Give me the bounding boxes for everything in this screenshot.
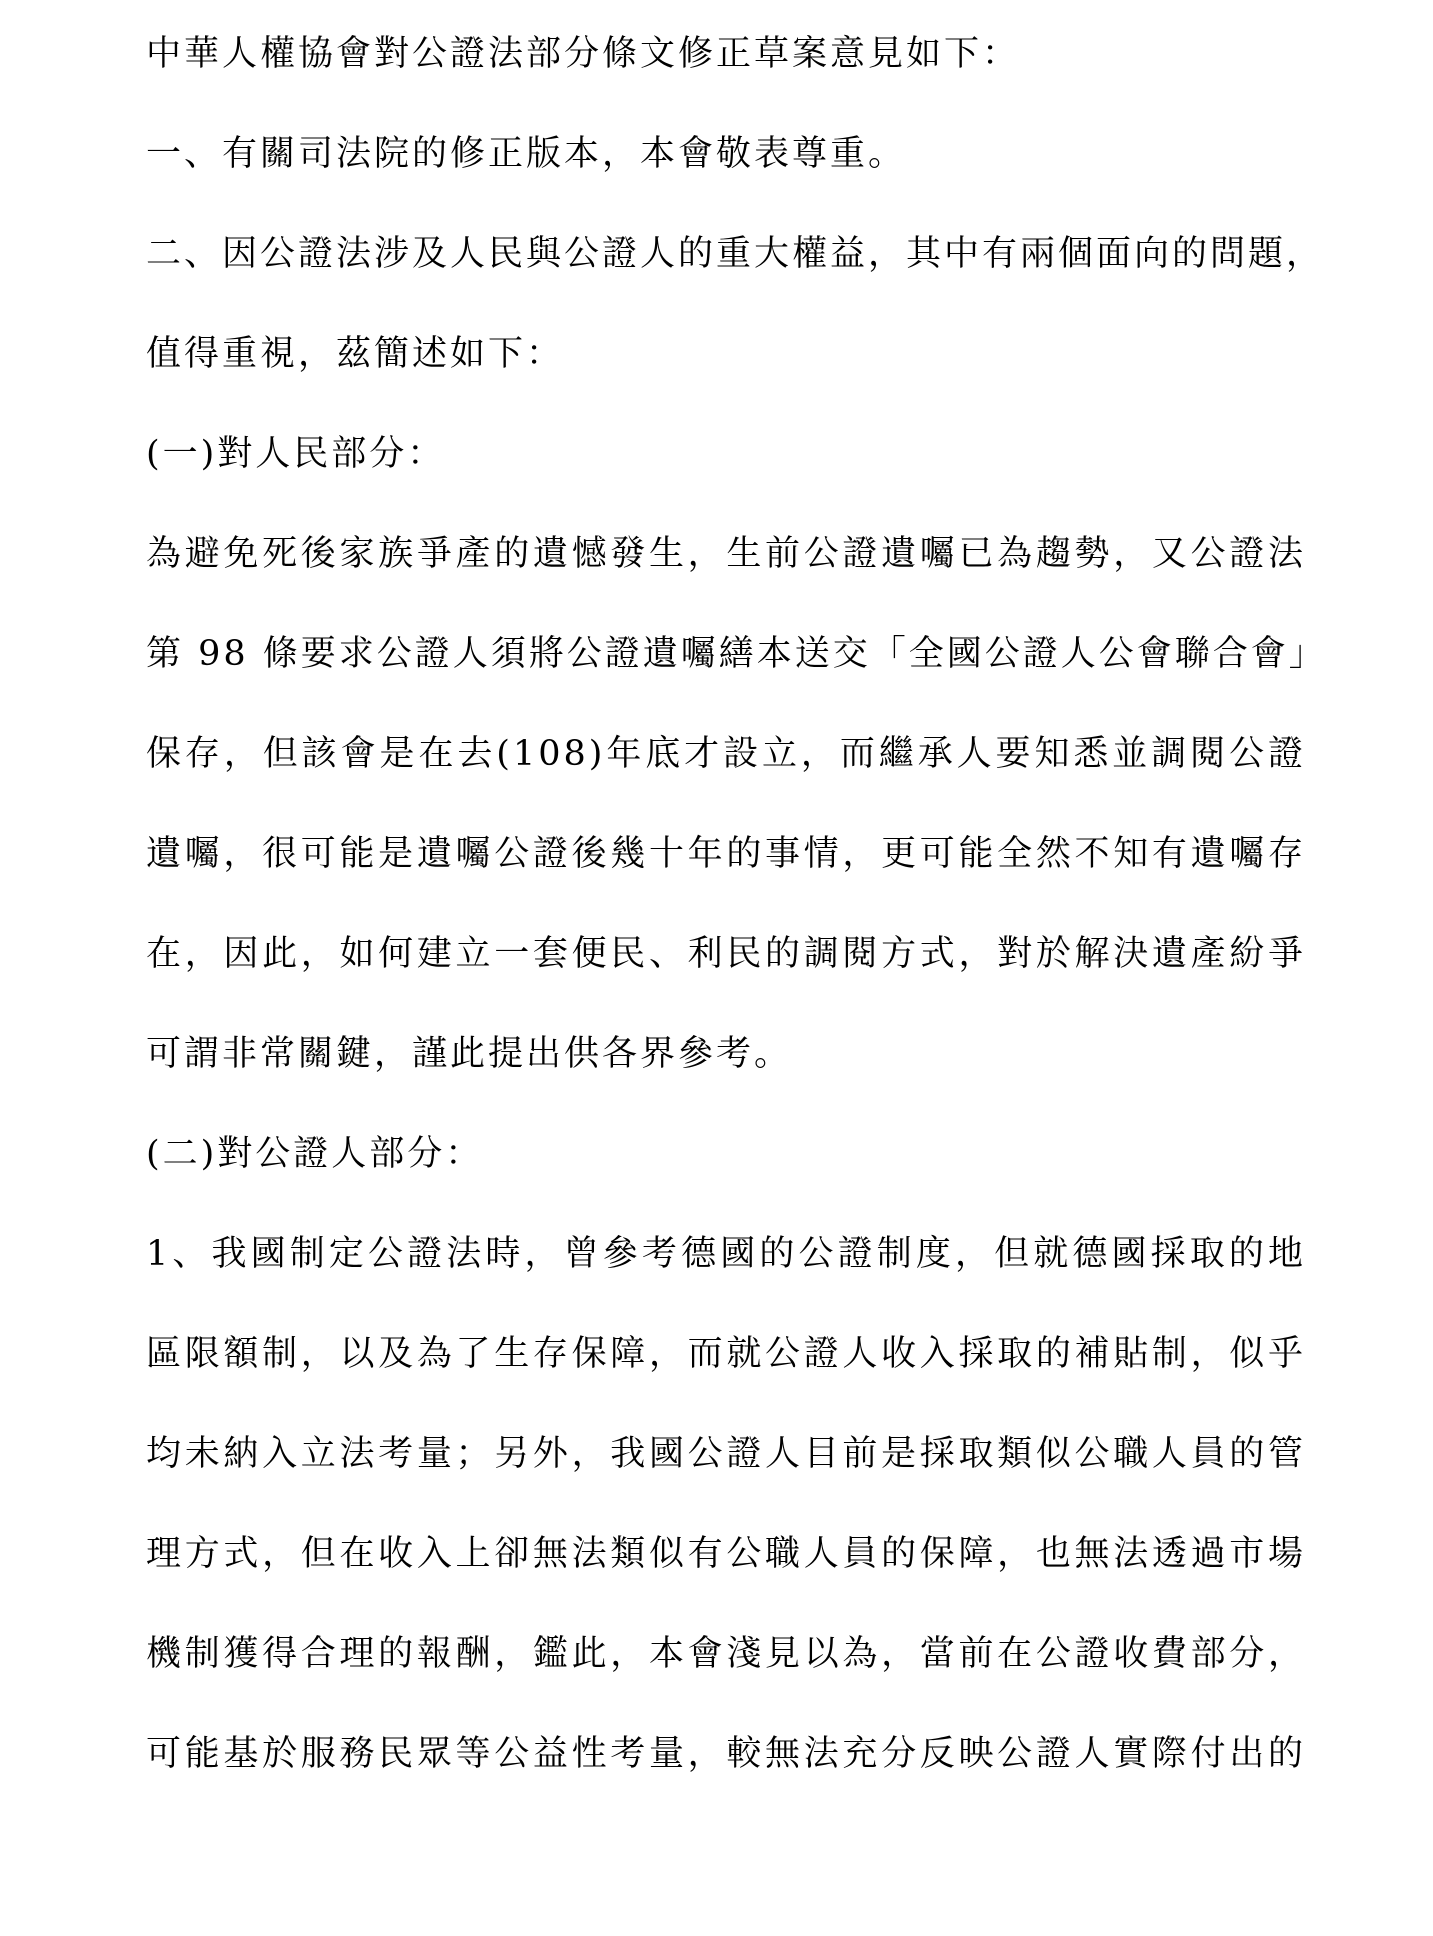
section-people-line: 遺囑，很可能是遺囑公證後幾十年的事情，更可能全然不知有遺囑存: [146, 834, 1306, 874]
section-people-line: 保存，但該會是在去(108)年底才設立，而繼承人要知悉並調閱公證: [146, 734, 1306, 774]
section-people-title: (一)對人民部分：: [146, 434, 446, 474]
section-notary-line: 均未納入立法考量；另外，我國公證人目前是採取類似公職人員的管: [146, 1434, 1306, 1474]
section-notary-line: 1、我國制定公證法時，曾參考德國的公證制度，但就德國採取的地: [146, 1234, 1306, 1274]
section-notary-line: 可能基於服務民眾等公益性考量，較無法充分反映公證人實際付出的: [146, 1734, 1306, 1774]
paragraph-item-1: 一、有關司法院的修正版本，本會敬表尊重。: [146, 134, 907, 174]
section-notary-line: 理方式，但在收入上卻無法類似有公職人員的保障，也無法透過市場: [146, 1534, 1306, 1574]
section-people-line: 在，因此，如何建立一套便民、利民的調閱方式，對於解決遺產紛爭: [146, 934, 1306, 974]
section-people-line: 可謂非常關鍵，謹此提出供各界參考。: [146, 1034, 793, 1074]
paragraph-item-2-line-1: 二、因公證法涉及人民與公證人的重大權益，其中有兩個面向的問題，: [146, 234, 1325, 274]
section-notary-line: 區限額制，以及為了生存保障，而就公證人收入採取的補貼制，似乎: [146, 1334, 1306, 1374]
section-people-line: 第 98 條要求公證人須將公證遺囑繕本送交「全國公證人公會聯合會」: [146, 634, 1327, 674]
paragraph-item-2-line-2: 值得重視，茲簡述如下：: [146, 334, 565, 374]
section-notary-line: 機制獲得合理的報酬，鑑此，本會淺見以為，當前在公證收費部分，: [146, 1634, 1306, 1674]
section-notary-title: (二)對公證人部分：: [146, 1134, 484, 1174]
section-people-line: 為避免死後家族爭產的遺憾發生，生前公證遺囑已為趨勢，又公證法: [146, 534, 1306, 574]
document-heading: 中華人權協會對公證法部分條文修正草案意見如下：: [146, 34, 1021, 74]
